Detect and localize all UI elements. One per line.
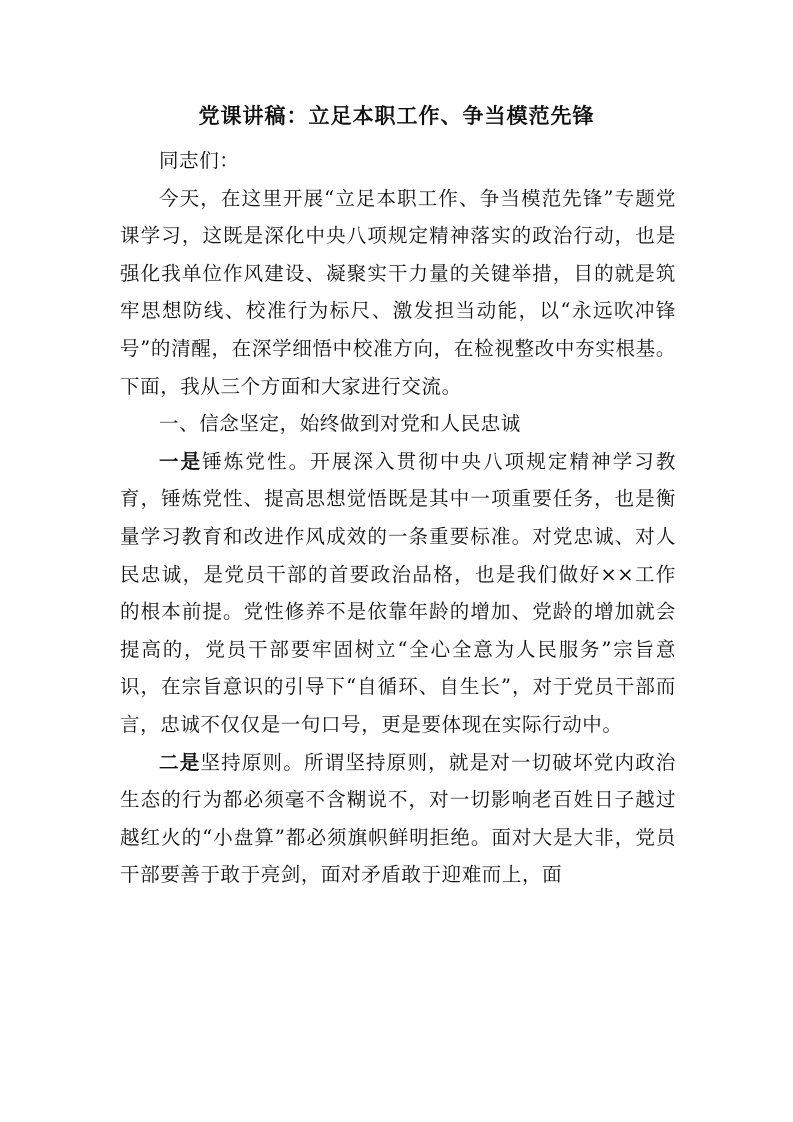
document-title: 党课讲稿：立足本职工作、争当模范先锋 bbox=[198, 103, 595, 128]
point-1-paragraph bbox=[120, 443, 676, 744]
intro-paragraph: 今天，在这里开展“立足本职工作、争当模范先锋”专题党课学习，这既是深化中央八项规定精神落实的政治行动，也是强化我单位作风建设、凝聚实干力量的关键举措，目的就是筑牢思想防线、校准行为标尺、激发担当动能，以“永远吹冲锋号”的清醒，在深学细悟中校准方向，在检视整改中夯实根基。下面，我从三个方面和大家进行交流。 bbox=[120, 186, 676, 398]
section-heading-1: 一、信念坚定，始终做到对党和人民忠诚 bbox=[159, 412, 521, 436]
point-2-paragraph bbox=[120, 744, 676, 894]
salutation: 同志们： bbox=[159, 149, 240, 172]
point-2-lead: 二是 bbox=[159, 750, 201, 774]
point-1-text: 锤炼党性。开展深入贯彻中央八项规定精神学习教育，锤炼党性、提高思想觉悟既是其中一项重要任务，也是衡量学习教育和改进作风成效的一条重要标准。对党忠诚、对人民忠诚，是党员干部的首要政治品格，也是我们做好××工作的根本前提。党性修养不是依靠年龄的增加、党龄的增加就会提高的，党员干部要牢固树立“全心全意为人民服务”宗旨意识，在宗旨意识的引导下“自循环、自生长”，对于党员干部而言，忠诚不仅仅是一句口号，更是要体现在实际行动中。 bbox=[120, 449, 677, 736]
point-1-lead: 一是 bbox=[159, 449, 203, 473]
document-body bbox=[120, 142, 676, 894]
point-2-text: 坚持原则。所谓坚持原则，就是对一切破坏党内政治生态的行为都必须毫不含糊说不，对一切影响老百姓日子越过越红火的“小盘算”都必须旗帜鲜明拒绝。面对大是大非，党员干部要善于敢于亮剑，面对矛盾敢于迎难而上，面 bbox=[120, 750, 676, 887]
